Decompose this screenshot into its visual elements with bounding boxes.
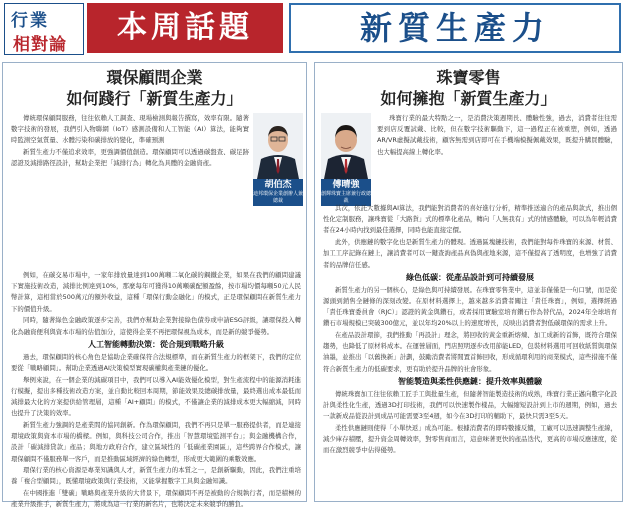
author-photo: [321, 113, 371, 179]
author-caption: [253, 179, 303, 206]
author-name: 傅晴強: [332, 180, 360, 190]
article-body-main: [323, 203, 617, 457]
paragraph: 新質生產力強調的是產業間的協同創新。作為環保顧問，我們不再只是單一服務提供者，而是連接環境政策與資本市場的橋樑。例如，與科技公司合作，推出「智慧環境監測平台」；與金融機構合作，設計「碳減排貸款」產品；與地方政府合作，建立區域性的「低碳產業園區」，這些跨界合作模式，讓環保顧問不僅服務單一客戶，而是推動區域經濟的綠色轉型，形成更大範圍的乘數效應。: [11, 420, 301, 463]
paragraph: 在中國推進「雙碳」戰略與產業升級的大背景下，環保顧問不再是被動的合規執行者，而是積極的產業升級推手，新質生產力，將成為這一行業的新名片，也將決定未來競爭的勝負。: [11, 489, 301, 509]
theme-banner: 新質生產力: [289, 3, 621, 53]
article-jewelry-retail: [314, 62, 623, 502]
category-bottom-label: 相對論: [13, 35, 67, 55]
paragraph: 同時，隨著綠色金融政策逐步完善，我們亦幫助企業對接綠色債券或申請ESG評級，讓環保投入轉化為融資便利與資本市場的估值加分，這使得企業不再把環保視為成本，而是新的競爭優勢。: [11, 316, 301, 336]
article-body-main: [11, 270, 301, 511]
paragraph: 傳統珠寶加工往往依賴工匠手工與批量生產，但隨著智能製造技術的成熟，珠寶行業正邁向數字化設計與柔性化生產，透過3D打印技術，我們可以快速製作樣品，大幅縮短設計到上市的週期，例如，過去一款新成品從設計到成品可能需要3至4週，如今在3D打印的輔助下，最快只需3至5天。: [323, 389, 617, 421]
paragraph: 過去，環保顧問的核心角色是協助企業確保符合法規標準，而在新質生產力的框架下，我們的定位要從「戰略顧問」。幫助企業透過AI決策模型實現碳權與產業鏈的優化。: [11, 352, 301, 372]
paragraph: 珠寶行業的最大特點之一，是消費決策週期長、體驗性強，過去，消費者往往需要到店反覆試戴、比較，但在數字技術驅動下，這一過程正在被重塑，例如，透過AR/VR虛擬試戴技術，顧客無需到店即可在手機端模擬佩戴效果，既提升購買體驗，也大幅提高線上轉化率。: [377, 114, 617, 156]
paragraph: 在產品設計環節，我們推動「再設計」理念，將回收的黃金重新熔煉、加工成新的首飾，既符合環保趨勢，也降低了原材料成本。在運營層面，門店照明逐步改用節能LED，包裝材料選用可回收紙質與環保油墨，並推出「以舊換新」計劃，鼓勵消費者將閒置首飾回收，形成循環利用的商業模式，這些措施不僅符合新質生產力的低碳要求，更有助於提升品牌的社會形象。: [323, 331, 617, 373]
paragraph: 此外，供應鏈的數字化也是新質生產力的體現。透過區塊鏈技術，我們能對每件珠寶的來源、材質、加工工序記錄在鏈上，讓消費者可以一鍵查詢產品真偽與產地來源，這不僅提高了透明度，也增強了消費者的品牌信任感。: [323, 238, 617, 269]
section-heading: 智能製造與柔性供應鏈：提升效率與體驗: [398, 376, 542, 386]
article-title-line1: 環保顧問企業: [106, 68, 203, 87]
author-portrait-illustration: [253, 113, 303, 179]
paragraph: 例如，在碳交易市場中，一家年排放量達到100萬噸二氧化碳的鋼鐵企業，如果在我們的顧問建議下實施技術改造，減排比例達到10%，那麼每年可獲得10萬噸碳配額盈餘，按市場均價每噸50元人民幣計算，這相當於500萬元的額外收益，這種「環保行動金融化」的模式，正是環保顧問在新質生產力下的價值升級。: [11, 271, 301, 313]
author-role: 迪邦環保企業創辦人兼總裁: [253, 191, 304, 204]
section-heading: 人工智能轉動決策：從合規到戰略升級: [88, 339, 224, 349]
paragraph: 舉例來說，在一個企業的減碳項目中，我們可以導入AI能效優化模型，對生產流程中的能源消耗進行模擬，提出多種技術改造方案，並自動比較回本周期，節能效果及總碳排放量，最終選出成本最低而減排最大化的方案提供給管理層，這種「AI+顧問」的模式，不僅讓企業的減排成本更大幅縮減，同時也提升了決策的效率。: [11, 375, 301, 418]
paragraph: 環保行業的核心資源是專業知識與人才，新質生產力的本質之一，是創新驅動，因此，我們注重培養「複合型顧問」，既懂環境政策與行業技術，又能掌握數字工具與金融知識。: [11, 466, 301, 486]
category-top-label: 行業: [11, 11, 49, 31]
article-environmental-consulting: [2, 62, 307, 509]
paragraph: 新質生產力的另一個核心，是綠色與可持續發展。在珠寶零售業中，這並非僅僅是一句口號，而是從源頭到銷售全鏈條的深刻改變。在原材料選擇上，越來越多消費者關注「責任珠寶」，例如，選擇經過「責任珠寶委員會（RJC）」認證的黃金與鑽石，或者採用實驗室培育鑽石作為替代品，2024年全球培育鑽石市場規模已突破300億元，並以年均20%以上的速度增長，反映出消費者對低碳環保的需求上升。: [323, 285, 617, 328]
author-name: 胡伯杰: [264, 180, 292, 190]
article-title: [315, 67, 622, 109]
paragraph: 其次，依託大數據與AI算法，我們能對消費者的喜好進行分析，精準推送適合的產品與款式，推出個性化定制服務，讓珠寶從「大路貨」式的標準化產品，轉向「人無我有」式的情感體驗，可以為年輕消費者在24小時內找到最佳選擇，同時也能直接定價。: [323, 204, 617, 235]
article-title-line1: 珠寶零售: [436, 68, 501, 87]
topic-banner: 本周話題: [87, 3, 283, 53]
author-caption: [321, 179, 371, 206]
paragraph: 新質生產力不僅追求效率，更強調價值創造。環保顧問可以透過碳盤查、碳足跡認證及減排路徑設計，幫助企業把「減排行為」轉化為具體的金融資產。: [11, 148, 249, 168]
author-portrait-illustration: [321, 113, 371, 179]
article-body-top: [11, 113, 249, 170]
author-role: 創輝珠寶主席兼行政總裁: [321, 191, 372, 204]
article-body-top: [377, 113, 617, 158]
paragraph: 柔性供應鏈則使得「小單快返」成為可能。根據消費者的即時數據反饋，工廠可以迅速調整生產線，減少庫存積壓，提升資金周轉效率，對零售商而言，這意味著更快的產品迭代，更高的市場反應速度，從而在激烈競爭中佔得優勢。: [323, 423, 617, 455]
article-title-line2: 如何擁抱「新質生產力」: [380, 89, 557, 108]
column-category-badge: [4, 3, 84, 55]
section-heading: 綠色低碳：從產品設計到可持續發展: [406, 272, 534, 282]
page-header: [0, 0, 625, 56]
paragraph: 傳統環保顧問服務，往往依賴人工調查、現場檢測與報告撰寫，效率有限。隨著數字技術的發展，我們引入物聯網（IoT）感測設備和人工智能（AI）算法，能夠實時監測空氣質量、水體污染和碳排放的變化，準確預測: [11, 114, 249, 145]
article-title-line2: 如何踐行「新質生產力」: [66, 89, 243, 108]
article-title: [3, 67, 306, 109]
author-photo: [253, 113, 303, 179]
